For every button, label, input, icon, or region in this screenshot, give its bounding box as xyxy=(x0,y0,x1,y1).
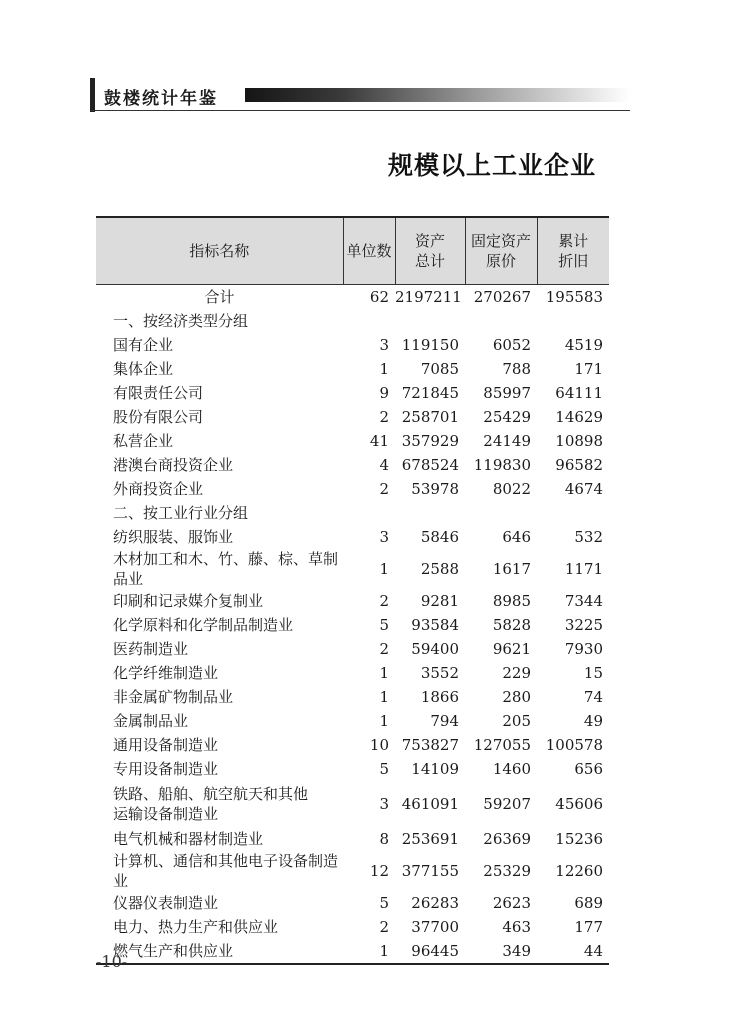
total-assets-cell: 678524 xyxy=(401,456,459,474)
total-assets-cell xyxy=(395,501,465,525)
total-assets-cell: 96445 xyxy=(395,939,465,964)
fixed-assets-cell: 6052 xyxy=(492,336,531,354)
depreciation-cell: 689 xyxy=(574,894,603,912)
table-row xyxy=(96,525,609,549)
table-row xyxy=(96,429,609,453)
table-row xyxy=(96,781,609,827)
table-row xyxy=(96,827,609,851)
fixed-assets-cell: 229 xyxy=(502,664,531,682)
row-name-cell: 私营企业 xyxy=(113,432,174,450)
header-mark xyxy=(90,78,95,112)
depreciation-cell: 15 xyxy=(583,664,603,682)
table-row xyxy=(96,477,609,501)
units-cell: 3 xyxy=(379,528,389,546)
fixed-assets-cell: 9621 xyxy=(492,640,531,658)
fixed-assets-cell: 25429 xyxy=(483,408,531,426)
depreciation-cell xyxy=(537,309,609,333)
fixed-assets-cell: 8985 xyxy=(492,592,531,610)
fixed-assets-cell: 1460 xyxy=(492,760,531,778)
column-header-total-assets: 资产 总计 xyxy=(395,217,465,285)
row-name-cell: 一、按经济类型分组 xyxy=(113,312,249,330)
depreciation-cell: 532 xyxy=(574,528,603,546)
fixed-assets-cell: 205 xyxy=(502,712,531,730)
depreciation-cell: 64111 xyxy=(555,384,603,402)
table-row xyxy=(96,757,609,781)
row-name-cell: 电气机械和器材制造业 xyxy=(113,830,264,848)
table-row xyxy=(96,709,609,733)
depreciation-cell: 7344 xyxy=(564,592,603,610)
depreciation-cell: 177 xyxy=(574,918,603,936)
table-row xyxy=(96,333,609,357)
depreciation-cell: 74 xyxy=(583,688,603,706)
row-name-cell: 电力、热力生产和供应业 xyxy=(113,918,279,936)
depreciation-cell: 44 xyxy=(537,939,609,964)
total-assets-cell: 2197211 xyxy=(395,288,462,306)
units-cell: 62 xyxy=(369,288,389,306)
units-cell: 1 xyxy=(379,688,389,706)
row-name-cell: 化学纤维制造业 xyxy=(113,664,219,682)
units-cell: 41 xyxy=(369,432,389,450)
depreciation-cell: 14629 xyxy=(555,408,603,426)
fixed-assets-cell: 646 xyxy=(502,528,531,546)
units-cell: 2 xyxy=(379,592,389,610)
column-header-fixed-assets: 固定资产 原价 xyxy=(465,217,537,285)
row-name-cell: 纺织服装、服饰业 xyxy=(113,528,234,546)
depreciation-cell: 15236 xyxy=(555,830,603,848)
table-header-row xyxy=(96,217,609,285)
fixed-assets-cell: 25329 xyxy=(483,862,531,880)
units-cell: 1 xyxy=(379,560,389,578)
table-body xyxy=(96,285,609,965)
table-row xyxy=(96,549,609,589)
total-assets-cell: 59400 xyxy=(411,640,459,658)
table-row xyxy=(96,851,609,891)
fixed-assets-cell: 788 xyxy=(502,360,531,378)
total-assets-cell: 26283 xyxy=(411,894,459,912)
row-name-cell: 印刷和记录媒介复制业 xyxy=(113,592,264,610)
units-cell: 2 xyxy=(379,480,389,498)
depreciation-cell: 195583 xyxy=(545,288,603,306)
fixed-assets-cell: 85997 xyxy=(483,384,531,402)
row-name-cell: 股份有限公司 xyxy=(113,408,204,426)
table-row xyxy=(96,405,609,429)
page-number: -10- xyxy=(96,952,128,971)
fixed-assets-cell: 280 xyxy=(502,688,531,706)
fixed-assets-cell xyxy=(465,309,537,333)
row-name-cell: 化学原料和化学制品制造业 xyxy=(113,616,294,634)
row-name-cell: 合计 xyxy=(204,288,235,306)
total-assets-cell: 9281 xyxy=(420,592,459,610)
total-assets-cell: 5846 xyxy=(420,528,459,546)
total-assets-cell: 119150 xyxy=(401,336,459,354)
table-row xyxy=(96,661,609,685)
statistics-table xyxy=(96,216,609,965)
depreciation-cell xyxy=(537,501,609,525)
row-name-cell: 金属制品业 xyxy=(113,712,189,730)
units-cell: 1 xyxy=(379,360,389,378)
row-name-cell: 非金属矿物制品业 xyxy=(113,688,234,706)
table-row xyxy=(96,939,609,964)
table-row xyxy=(96,613,609,637)
header-gradient-bar xyxy=(245,88,630,102)
units-cell: 4 xyxy=(379,456,389,474)
fixed-assets-cell: 1617 xyxy=(492,560,531,578)
total-assets-cell: 1866 xyxy=(420,688,459,706)
depreciation-cell: 7930 xyxy=(564,640,603,658)
units-cell: 1 xyxy=(343,939,395,964)
total-assets-cell: 3552 xyxy=(420,664,459,682)
depreciation-cell: 1171 xyxy=(564,560,603,578)
total-assets-cell: 753827 xyxy=(401,736,459,754)
table-row xyxy=(96,309,609,333)
table-row xyxy=(96,733,609,757)
row-name-cell: 外商投资企业 xyxy=(113,480,204,498)
fixed-assets-cell: 8022 xyxy=(492,480,531,498)
units-cell: 3 xyxy=(379,336,389,354)
depreciation-cell: 49 xyxy=(583,712,603,730)
units-cell: 2 xyxy=(379,640,389,658)
total-assets-cell: 7085 xyxy=(420,360,459,378)
units-cell: 2 xyxy=(379,408,389,426)
units-cell xyxy=(343,501,395,525)
depreciation-cell: 12260 xyxy=(555,862,603,880)
units-cell xyxy=(343,309,395,333)
row-name-cell: 二、按工业行业分组 xyxy=(113,504,249,522)
depreciation-cell: 96582 xyxy=(555,456,603,474)
row-name-cell: 有限责任公司 xyxy=(113,384,204,402)
table-row xyxy=(96,915,609,939)
row-name-cell: 专用设备制造业 xyxy=(113,760,219,778)
depreciation-cell: 656 xyxy=(574,760,603,778)
total-assets-cell: 14109 xyxy=(411,760,459,778)
total-assets-cell: 53978 xyxy=(411,480,459,498)
fixed-assets-cell: 349 xyxy=(465,939,537,964)
column-header-indicator: 指标名称 xyxy=(96,217,343,285)
units-cell: 5 xyxy=(379,894,389,912)
fixed-assets-cell: 2623 xyxy=(492,894,531,912)
table-row xyxy=(96,637,609,661)
units-cell: 5 xyxy=(379,616,389,634)
depreciation-cell: 4674 xyxy=(564,480,603,498)
header-rule xyxy=(90,110,630,111)
table-row xyxy=(96,285,609,310)
total-assets-cell: 258701 xyxy=(401,408,459,426)
units-cell: 1 xyxy=(379,664,389,682)
table-row xyxy=(96,501,609,525)
row-name-cell: 燃气生产和供应业 xyxy=(96,939,343,964)
total-assets-cell: 357929 xyxy=(401,432,459,450)
total-assets-cell: 93584 xyxy=(411,616,459,634)
total-assets-cell xyxy=(395,309,465,333)
fixed-assets-cell: 26369 xyxy=(483,830,531,848)
table-row xyxy=(96,685,609,709)
table-row xyxy=(96,381,609,405)
column-header-depreciation: 累计 折旧 xyxy=(537,217,609,285)
table-row xyxy=(96,453,609,477)
depreciation-cell: 10898 xyxy=(555,432,603,450)
table-row xyxy=(96,357,609,381)
depreciation-cell: 4519 xyxy=(564,336,603,354)
fixed-assets-cell xyxy=(465,501,537,525)
fixed-assets-cell: 127055 xyxy=(473,736,531,754)
fixed-assets-cell: 59207 xyxy=(483,795,531,813)
depreciation-cell: 171 xyxy=(574,360,603,378)
row-name-cell: 医药制造业 xyxy=(113,640,189,658)
units-cell: 5 xyxy=(379,760,389,778)
units-cell: 2 xyxy=(379,918,389,936)
fixed-assets-cell: 270267 xyxy=(473,288,531,306)
fixed-assets-cell: 5828 xyxy=(492,616,531,634)
row-name-cell: 木材加工和木、竹、藤、棕、草制品业 xyxy=(113,550,339,588)
units-cell: 3 xyxy=(379,795,389,813)
header-title: 鼓楼统计年鉴 xyxy=(104,89,218,109)
page-title: 规模以上工业企业 xyxy=(388,151,597,180)
units-cell: 12 xyxy=(369,862,389,880)
total-assets-cell: 721845 xyxy=(401,384,459,402)
fixed-assets-cell: 119830 xyxy=(473,456,531,474)
row-name-cell: 集体企业 xyxy=(113,360,174,378)
depreciation-cell: 3225 xyxy=(564,616,603,634)
running-header xyxy=(90,78,630,112)
row-name-cell: 计算机、通信和其他电子设备制造业 xyxy=(113,852,339,890)
depreciation-cell: 45606 xyxy=(555,795,603,813)
row-name-cell: 铁路、船舶、航空航天和其他 运输设备制造业 xyxy=(113,785,309,823)
total-assets-cell: 461091 xyxy=(401,795,459,813)
row-name-cell: 仪器仪表制造业 xyxy=(113,894,219,912)
fixed-assets-cell: 24149 xyxy=(483,432,531,450)
row-name-cell: 国有企业 xyxy=(113,336,174,354)
units-cell: 10 xyxy=(369,736,389,754)
row-name-cell: 港澳台商投资企业 xyxy=(113,456,234,474)
row-name-cell: 通用设备制造业 xyxy=(113,736,219,754)
units-cell: 9 xyxy=(379,384,389,402)
total-assets-cell: 377155 xyxy=(401,862,459,880)
total-assets-cell: 794 xyxy=(430,712,459,730)
total-assets-cell: 253691 xyxy=(401,830,459,848)
total-assets-cell: 2588 xyxy=(420,560,459,578)
column-header-units: 单位数 xyxy=(343,217,395,285)
table-row xyxy=(96,589,609,613)
table-row xyxy=(96,891,609,915)
units-cell: 1 xyxy=(379,712,389,730)
depreciation-cell: 100578 xyxy=(545,736,603,754)
total-assets-cell: 37700 xyxy=(411,918,459,936)
units-cell: 8 xyxy=(379,830,389,848)
fixed-assets-cell: 463 xyxy=(502,918,531,936)
